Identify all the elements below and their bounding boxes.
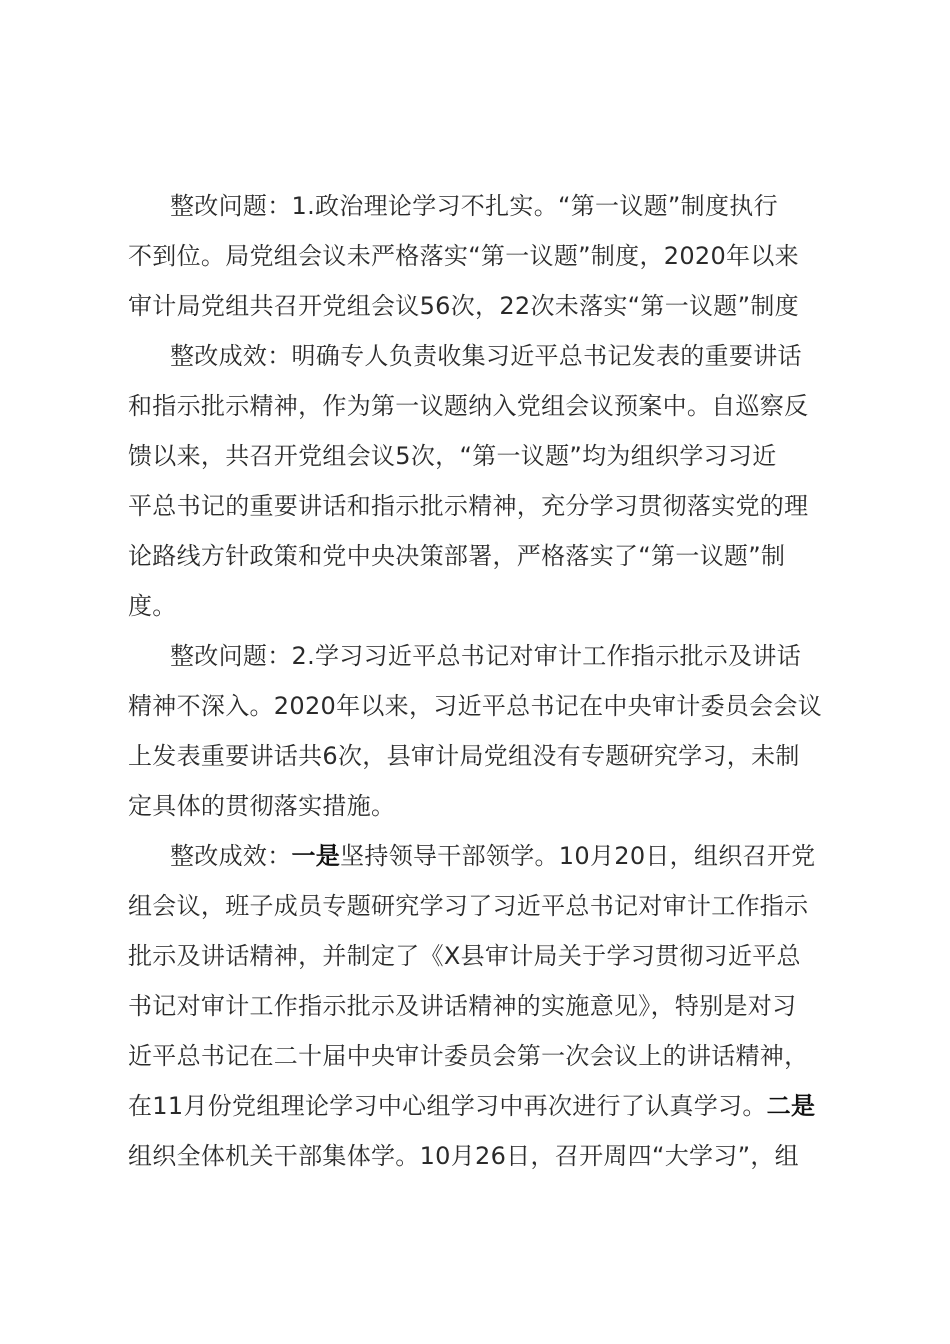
text-line: 上发表重要讲话共6次，县审计局党组没有专题研究学习，未制	[128, 742, 800, 770]
text-line: 整改问题：1.政治理论学习不扎实。“第一议题”制度执行	[170, 192, 778, 220]
text-line: 馈以来，共召开党组会议5次，“第一议题”均为组织学习习近	[128, 442, 777, 470]
paragraph-rectification-issue-2	[128, 631, 860, 831]
paragraph-rectification-result-2	[128, 831, 860, 1181]
text-line: 度。	[128, 592, 177, 620]
text-line: 批示及讲话精神，并制定了《X县审计局关于学习贯彻习近平总	[128, 942, 801, 970]
text-line: 整改成效：明确专人负责收集习近平总书记发表的重要讲话	[170, 342, 802, 370]
text-line: 定具体的贯彻落实措施。	[128, 792, 396, 820]
bold-marker-second: 二是	[766, 1092, 816, 1120]
paragraph-rectification-result-1	[128, 331, 860, 631]
text-line: 书记对审计工作指示批示及讲话精神的实施意见》，特别是对习	[128, 992, 797, 1020]
document-page	[128, 181, 860, 1181]
text-line: 组会议，班子成员专题研究学习了习近平总书记对审计工作指示	[128, 892, 809, 920]
text-segment: 整改成效：	[170, 842, 292, 870]
text-line: 不到位。局党组会议未严格落实“第一议题”制度，2020年以来	[128, 242, 799, 270]
text-segment: 在11月份党组理论学习中心组学习中再次进行了认真学习。	[128, 1092, 767, 1120]
text-line: 近平总书记在二十届中央审计委员会第一次会议上的讲话精神，	[128, 1042, 809, 1070]
text-line: 论路线方针政策和党中央决策部署，严格落实了“第一议题”制	[128, 542, 786, 570]
text-line	[128, 1081, 860, 1131]
text-line: 整改问题：2.学习习近平总书记对审计工作指示批示及讲话	[170, 642, 801, 670]
text-line: 精神不深入。2020年以来，习近平总书记在中央审计委员会会议	[128, 692, 823, 720]
bold-marker-first: 一是	[291, 842, 341, 870]
text-line	[128, 831, 860, 881]
paragraph-rectification-issue-1	[128, 181, 860, 331]
text-segment: 坚持领导干部领学。10月20日，组织召开党	[340, 842, 816, 870]
text-line: 和指示批示精神，作为第一议题纳入党组会议预案中。自巡察反	[128, 392, 809, 420]
text-line: 平总书记的重要讲话和指示批示精神，充分学习贯彻落实党的理	[128, 492, 809, 520]
text-line: 组织全体机关干部集体学。10月26日，召开周四“大学习”，组	[128, 1142, 799, 1170]
text-line: 审计局党组共召开党组会议56次，22次未落实“第一议题”制度	[128, 292, 799, 320]
